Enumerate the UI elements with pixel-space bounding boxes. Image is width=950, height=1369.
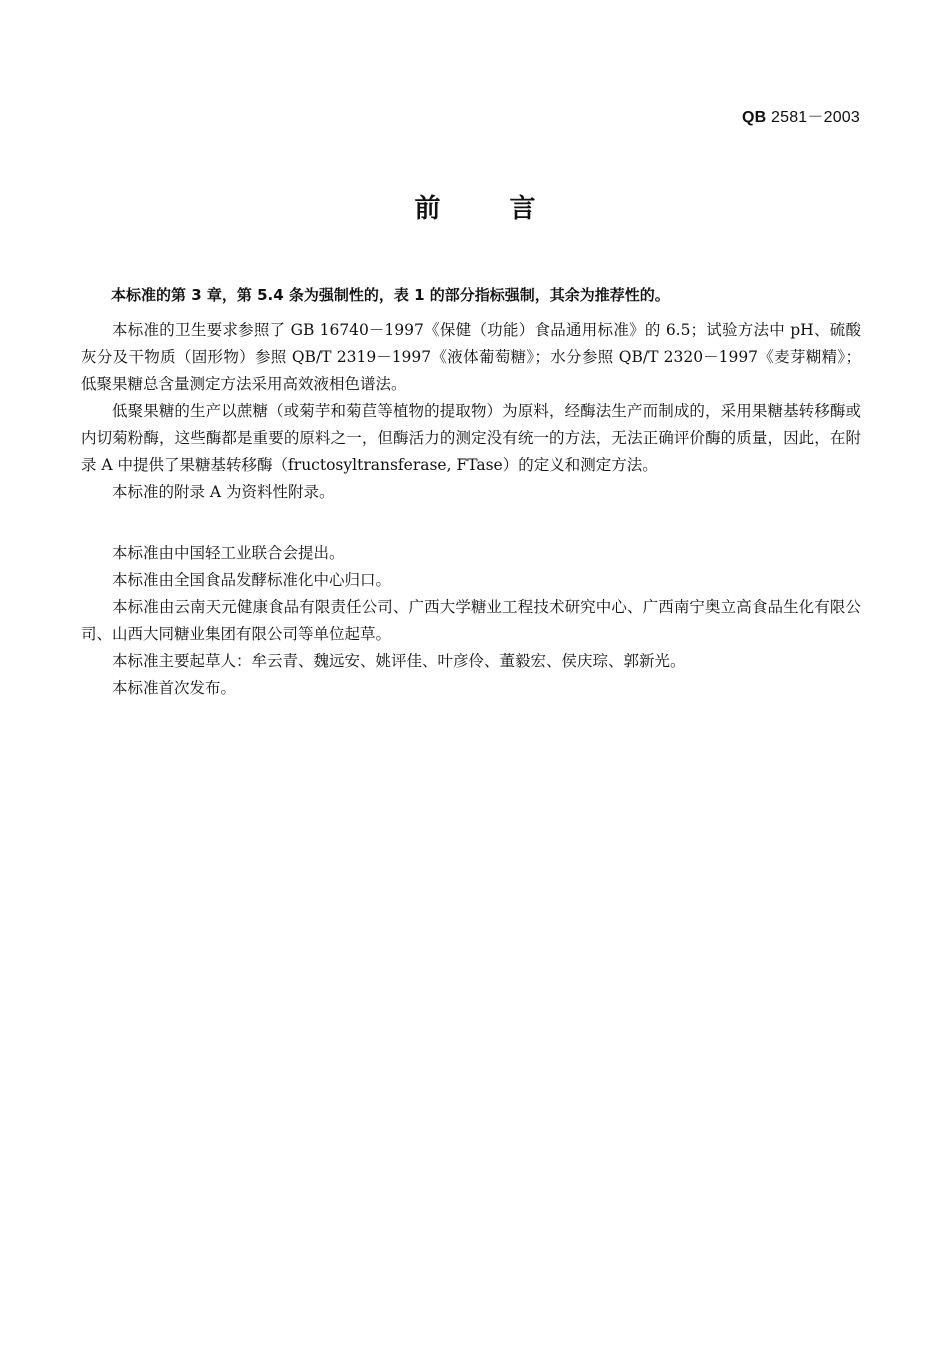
mandatory-clause-statement: 本标准的第 3 章，第 5.4 条为强制性的，表 1 的部分指标强制，其余为推荐性的。 xyxy=(111,286,670,304)
paragraph-appendix-note: 本标准的附录 A 为资料性附录。 xyxy=(112,483,335,501)
paragraph-proposed-by: 本标准由中国轻工业联合会提出。 xyxy=(112,544,345,562)
standard-prefix: QB xyxy=(741,109,767,126)
paragraph-hygiene-requirements: 本标准的卫生要求参照了 GB 16740－1997《保健（功能）食品通用标准》的 6.5；试验方法中 pH、硫酸灰分及干物质（固形物）参照 QB/T 2319－1997《液体葡萄糖》；水分参照 QB/T 2320－1997《麦芽糊精》；低聚果糖总含量测定方法采用高效液相色谱法。 xyxy=(81,321,861,393)
page-title: 前 言 xyxy=(414,194,566,224)
paragraph-drafters: 本标准主要起草人：牟云青、魏远安、姚评佳、叶彦伶、董毅宏、侯庆琮、郭新光。 xyxy=(112,652,686,670)
paragraph-drafting-units: 本标准由云南天元健康食品有限责任公司、广西大学糖业工程技术研究中心、广西南宁奥立高食品生化有限公司、山西大同糖业集团有限公司等单位起草。 xyxy=(81,598,861,643)
standard-number xyxy=(742,104,860,127)
paragraph-first-release: 本标准首次发布。 xyxy=(112,679,237,697)
paragraph-production-method: 低聚果糖的生产以蔗糖（或菊芋和菊苣等植物的提取物）为原料，经酶法生产而制成的，采用果糖基转移酶或内切菊粉酶，这些酶都是重要的原料之一，但酶活力的测定没有统一的方法，无法正确评价酶的质量，因此，在附录 A 中提供了果糖基转移酶（fructosyltransferase, FTase）的定义和测定方法。 xyxy=(81,402,861,474)
paragraph-centralized-by: 本标准由全国食品发酵标准化中心归口。 xyxy=(112,571,392,589)
foreword-body xyxy=(81,282,861,702)
standard-code: 2581－2003 xyxy=(771,109,860,126)
